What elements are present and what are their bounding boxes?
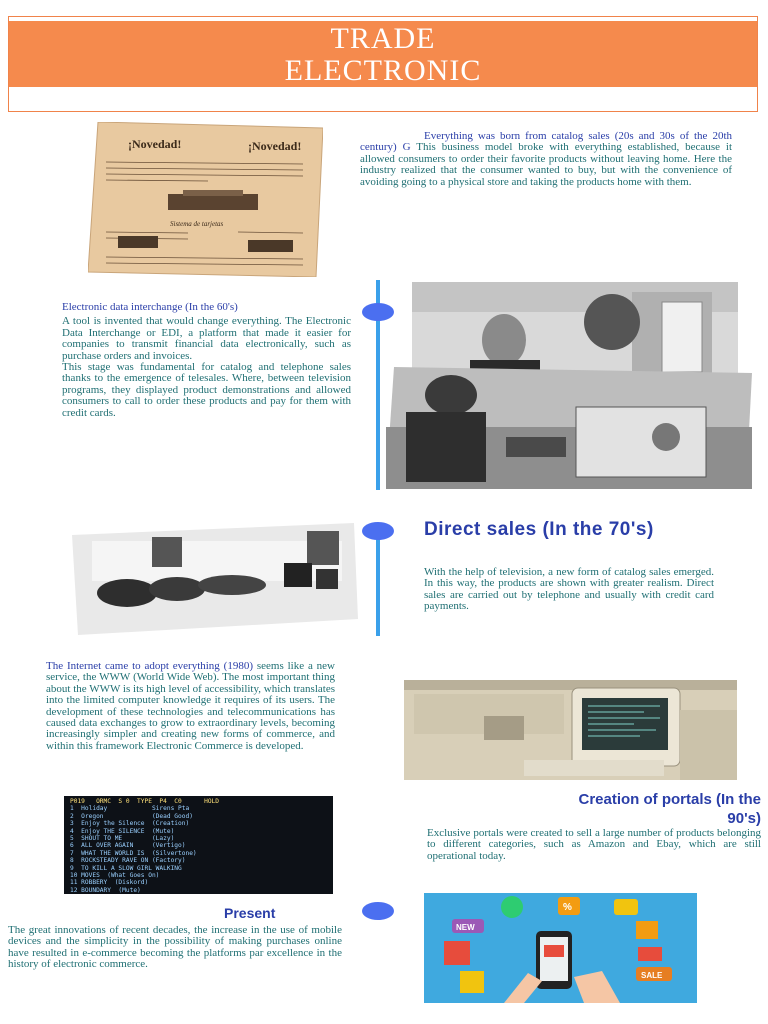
catalog-poster-image <box>88 122 323 277</box>
card-icon <box>638 947 662 961</box>
computer-room-photo <box>404 680 737 780</box>
catalog-marker: G <box>402 141 411 154</box>
terminal-line: 7 WHAT THE WORLD IS (Silvertone) <box>70 849 197 857</box>
timeline-dot-2 <box>362 522 394 540</box>
internet-body: seems like a new service, the WWW (World Wide Web). The most important thing about the WWW is its high level of accessibility, which translates into the limited computer knowledge it requires of its users. The development of these technologies and telecommunications has caused data exchanges to grow to extraordinary levels, becoming increasingly simpler and creating new forms of commerce, and within this framework Electronic Commerce is developed. <box>46 660 336 752</box>
telephone-operator-photo <box>386 367 752 489</box>
terminal-text <box>64 796 333 894</box>
svg-text:NEW: NEW <box>456 923 475 932</box>
direct-sales-heading: Direct sales (In the 70's) <box>424 519 654 540</box>
shopping-bag-icon <box>460 971 484 993</box>
terminal-line: 3 Enjoy the Silence (Creation) <box>70 820 190 828</box>
edi-text <box>62 302 351 419</box>
terminal-line: 1 Holiday Sirens Pta <box>70 805 190 813</box>
terminal-line: 5 SHOUT TO ME (Lazy) <box>70 835 175 843</box>
terminal-screen-photo <box>64 796 333 894</box>
catalog-text <box>360 131 732 188</box>
terminal-line: 9 TO KILL A SLOW GIRL WALKING <box>70 864 182 872</box>
portals-heading-line-2: 90's) <box>727 810 761 827</box>
gift-icon <box>444 941 470 965</box>
globe-icon <box>501 896 523 918</box>
edi-body-1: A tool is invented that would change everything. The Electronic Data Interchange or EDI, a platform that made it easier for companies to transmit financial data electronically, such as purchase orders and invoices. <box>62 315 351 362</box>
timeline-line-2 <box>376 528 380 636</box>
catalog-heading: Everything was born from catalog sales (20s and 30s of the 20th century) <box>360 130 732 154</box>
page-title-line-1: TRADE <box>330 22 436 55</box>
internet-heading: The Internet came to adopt everything (1980) <box>46 660 253 672</box>
terminal-line: 6 ALL OVER AGAIN (Vertigo) <box>70 842 186 850</box>
present-text: The great innovations of recent decades, the increase in the use of mobile devices and the simplicity in the possibility of making purchases online have resulted in e-commerce becoming the platforms par excellence in the history of electronic commerce. <box>8 924 342 971</box>
terminal-line: 11 ROBBERY (Diskord) <box>70 879 149 887</box>
terminal-line: 12 BOUNDARY (Mute) <box>70 886 141 894</box>
poster-title-left: ¡Novedad! <box>128 137 182 151</box>
terminal-line: 2 Oregon (Dead Good) <box>70 812 193 820</box>
wallet-icon <box>636 921 658 939</box>
svg-text:%: % <box>563 902 572 913</box>
terminal-line: 4 Enjoy THE SILENCE (Mute) <box>70 827 175 835</box>
poster-subtitle: Sistema de tarjetas <box>170 220 224 228</box>
catalog-body: This business model broke with everything established, because it allowed consumers to order their favorite products without leaving home. Here the industry realized that the consumer wanted to buy, but with the convenience of avoiding going to a physical store and taking the products home with them. <box>360 141 732 188</box>
direct-sales-text: With the help of television, a new form of catalog sales emerged. In this way, the products are shown with greater realism. Direct sales are carried out by telephone and usually with credit card payments. <box>424 566 714 613</box>
portals-heading-line-1: Creation of portals (In the <box>578 791 761 808</box>
portals-heading <box>427 790 761 828</box>
internet-text <box>46 661 335 752</box>
timeline-dot-3 <box>362 902 394 920</box>
edi-heading: Electronic data interchange (In the 60's) <box>62 301 238 313</box>
edi-body-2: This stage was fundamental for catalog and telephone sales thanks to the emergence of telesales. Where, between television programs, they displayed product demonstrations and allowed consumers to call to order these products and pay for them with credit cards. <box>62 361 351 419</box>
timeline-dot-1 <box>362 303 394 321</box>
svg-text:SALE: SALE <box>641 971 663 980</box>
terminal-line: 8 ROCKSTEADY RAVE ON (Factory) <box>70 857 186 865</box>
family-tv-photo <box>72 523 358 635</box>
poster-title-right: ¡Novedad! <box>248 139 302 153</box>
present-heading: Present <box>224 905 276 921</box>
page-title-line-2: ELECTRONIC <box>284 54 482 87</box>
terminal-line: 10 MOVES (What Goes On) <box>70 872 160 880</box>
portals-text: Exclusive portals were created to sell a large number of products belonging to different categories, such as Amazon and Ebay, which are still operational today. <box>427 827 761 862</box>
terminal-line: P019 ORMC S 0 TYPE P4 C0 HOLD <box>70 798 220 805</box>
ecommerce-illustration <box>424 893 697 1003</box>
cart-icon <box>614 899 638 915</box>
